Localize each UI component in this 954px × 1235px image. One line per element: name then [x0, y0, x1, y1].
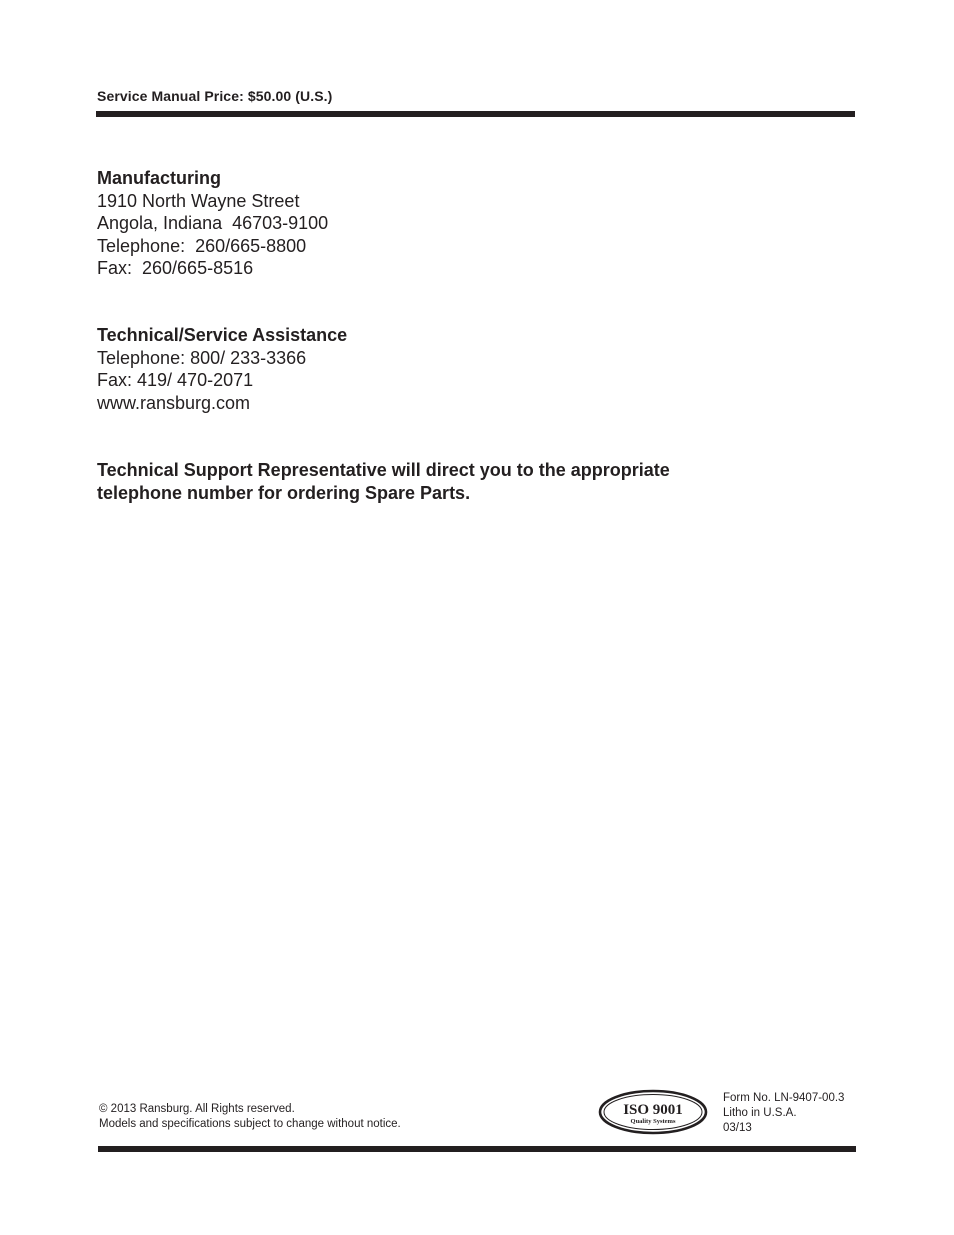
top-rule — [96, 111, 855, 117]
bottom-rule — [98, 1146, 856, 1152]
technical-telephone: Telephone: 800/ 233-3366 — [97, 347, 307, 368]
manufacturing-block — [97, 167, 328, 280]
manufacturing-heading: Manufacturing — [97, 168, 221, 188]
footer-legal — [99, 1102, 401, 1132]
form-number: Form No. LN-9407-00.3 — [723, 1092, 845, 1104]
manufacturing-fax: Fax: 260/665-8516 — [97, 258, 254, 279]
form-info — [723, 1091, 844, 1136]
iso-logo-subtitle: Quality Systems — [630, 1118, 676, 1125]
technical-assistance-heading: Technical/Service Assistance — [97, 325, 348, 345]
disclaimer-text: Models and specifications subject to change without notice. — [99, 1118, 401, 1130]
website-link[interactable]: www.ransburg.com — [97, 392, 251, 413]
spare-parts-note: Technical Support Representative will direct you to the appropriate telephone number for ordering Spare Parts. — [97, 460, 670, 503]
manufacturing-address-street: 1910 North Wayne Street — [97, 190, 300, 211]
manufacturing-telephone: Telephone: 260/665-8800 — [97, 235, 307, 256]
iso-logo-title: ISO 9001 — [623, 1102, 683, 1118]
technical-fax: Fax: 419/ 470-2071 — [97, 370, 254, 391]
service-manual-price: Service Manual Price: $50.00 (U.S.) — [97, 88, 333, 104]
form-date: 03/13 — [723, 1122, 752, 1134]
technical-assistance-block — [97, 324, 347, 414]
litho-text: Litho in U.S.A. — [723, 1107, 797, 1119]
iso-9001-logo — [598, 1089, 708, 1135]
manufacturing-address-city: Angola, Indiana 46703-9100 — [97, 213, 329, 234]
copyright-text: © 2013 Ransburg. All Rights reserved. — [99, 1103, 295, 1115]
